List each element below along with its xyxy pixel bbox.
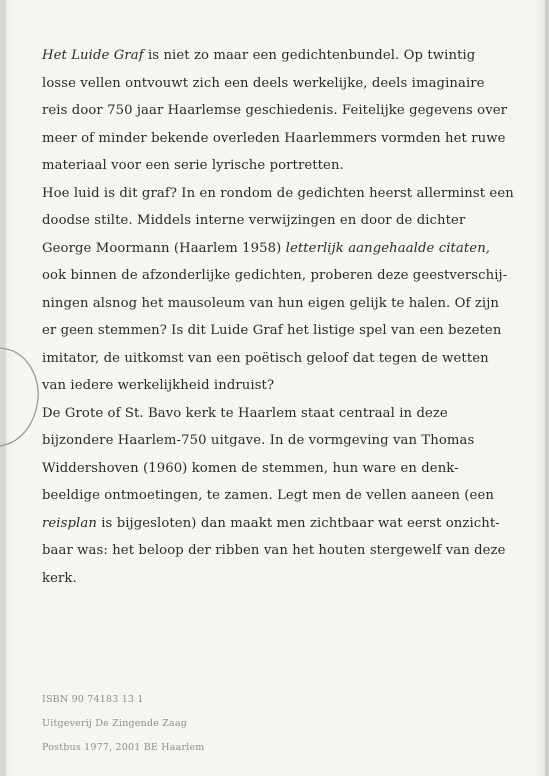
text-line (42, 537, 517, 565)
paragraph (42, 42, 517, 180)
text-segment: ook binnen de afzonderlijke gedichten, proberen deze geestverschij- (42, 268, 508, 283)
text-segment: George Moormann (Haarlem 1958) (42, 240, 286, 256)
text-line (42, 97, 517, 125)
text-segment: losse vellen ontvouwt zich een deels werkelijke, deels imaginaire (42, 75, 485, 91)
text-line (42, 317, 517, 345)
text-segment: Hoe luid is dit graf? In en rondom de gedichten heerst allerminst een (42, 185, 514, 201)
text-line (42, 510, 517, 538)
right-page-edge (545, 0, 549, 776)
text-line (42, 207, 517, 235)
text-segment: meer of minder bekende overleden Haarlemmers vormden het ruwe (42, 130, 506, 146)
italic-text: reisplan (42, 515, 97, 531)
text-segment: er geen stemmen? Is dit Luide Graf het listige spel van een bezeten (42, 323, 502, 338)
text-line (42, 42, 517, 70)
text-segment: De Grote of St. Bavo kerk te Haarlem staat centraal in deze (42, 405, 448, 421)
text-segment: baar was: het beloop der ribben van het houten stergewelf van deze (42, 543, 506, 558)
text-line (42, 372, 517, 400)
text-line (42, 235, 517, 263)
text-line (42, 345, 517, 373)
text-segment: ningen alsnog het mausoleum van hun eigen gelijk te halen. Of zijn (42, 295, 499, 311)
text-segment: kerk. (42, 570, 77, 586)
text-segment: Widdershoven (1960) komen de stemmen, hun ware en denk- (42, 460, 459, 476)
text-line (42, 482, 517, 510)
italic-text: letterlijk aangehaalde citaten, (285, 240, 491, 256)
text-line (42, 400, 517, 428)
text-segment: bijzondere Haarlem-750 uitgave. In de vormgeving van Thomas (42, 433, 475, 448)
text-segment: doodse stilte. Middels interne verwijzingen en door de dichter (42, 213, 466, 228)
text-line (42, 262, 517, 290)
publisher-line: Uitgeverij De Zingende Zaag (42, 718, 188, 729)
text-line (42, 125, 517, 153)
text-line (42, 70, 517, 98)
text-segment: imitator, de uitkomst van een poëtisch geloof dat tegen de wetten (42, 350, 489, 366)
binding-arc-mark (0, 342, 44, 452)
isbn-line: ISBN 90 74183 13 1 (42, 694, 144, 705)
text-line (42, 290, 517, 318)
text-segment: is bijgesloten) dan maakt men zichtbaar wat eerst onzicht- (96, 515, 500, 531)
text-line (42, 455, 517, 483)
text-line (42, 152, 517, 180)
text-segment: materiaal voor een serie lyrische portretten. (42, 158, 344, 173)
text-segment: beeldige ontmoetingen, te zamen. Legt men de vellen aaneen (een (42, 488, 494, 503)
text-line (42, 427, 517, 455)
italic-text: Het Luide Graf (42, 48, 144, 63)
blurb-text (42, 42, 517, 592)
paragraph (42, 400, 517, 593)
text-line (42, 180, 517, 208)
text-segment: reis door 750 jaar Haarlemse geschiedenis. Feitelijke gegevens over (42, 103, 508, 118)
text-line (42, 565, 517, 593)
paragraph (42, 180, 517, 400)
address-line: Postbus 1977, 2001 BE Haarlem (42, 742, 205, 753)
colophon (42, 688, 342, 760)
text-segment: van iedere werkelijkheid indruist? (42, 378, 275, 393)
text-segment: is niet zo maar een gedichtenbundel. Op twintig (143, 48, 476, 63)
